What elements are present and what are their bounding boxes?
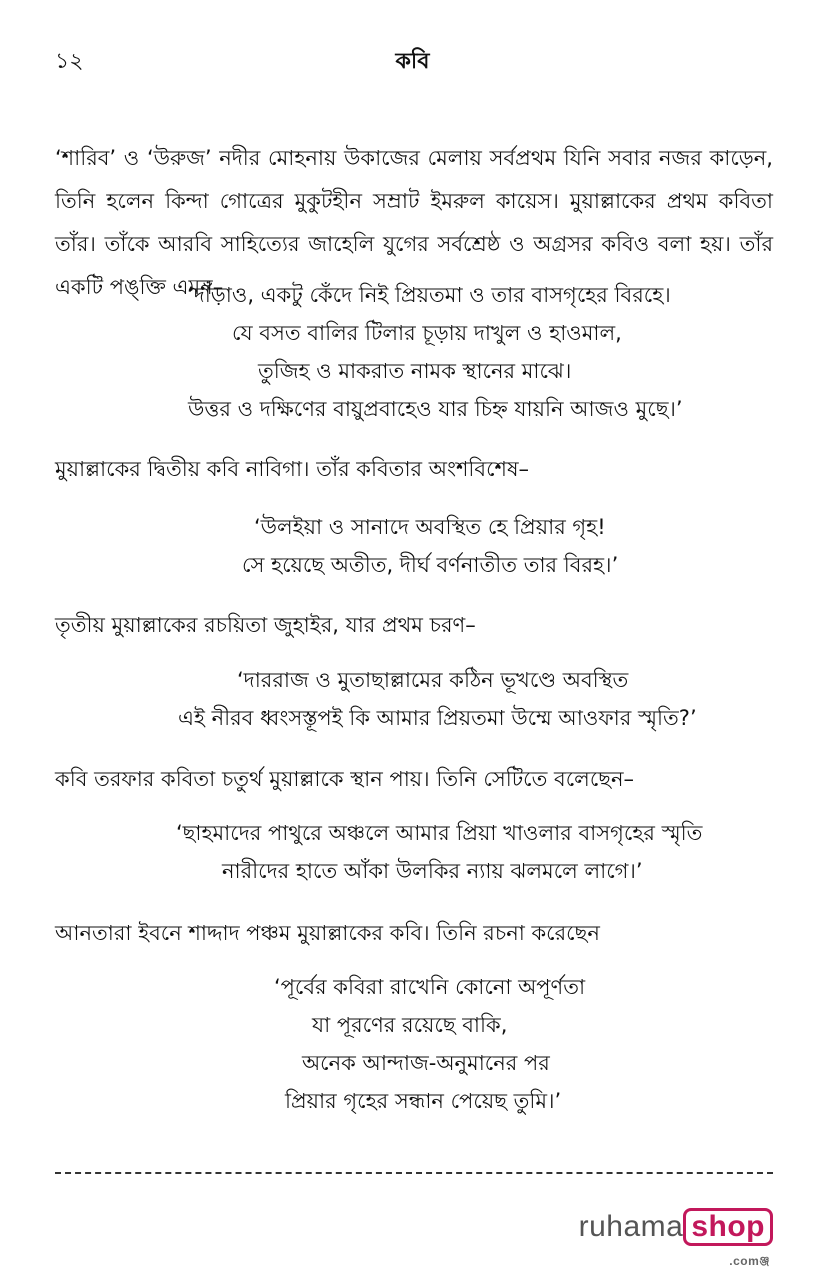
verse-1	[0, 276, 825, 428]
verse-line: উত্তর ও দক্ষিণের বায়ুপ্রবাহেও যার চিহ্ন যায়নি আজও মুছে।’	[188, 397, 683, 421]
verse-line: এই নীরব ধ্বংসস্তূপই কি আমার প্রিয়তমা উম্মে আওফার স্মৃতি?’	[178, 706, 697, 730]
paragraph-2: মুয়াল্লাকের দ্বিতীয় কবি নাবিগা। তাঁর কবিতার অংশবিশেষ–	[55, 457, 530, 481]
verse-line: যা পূরণের রয়েছে বাকি,	[312, 1013, 508, 1037]
ruhamashop-logo	[578, 1208, 773, 1268]
verse-line: ‘পূর্বের কবিরা রাখেনি কোনো অপূর্ণতা	[274, 975, 586, 999]
verse-line: প্রিয়ার গৃহের সন্ধান পেয়েছ তুমি।’	[285, 1089, 562, 1113]
verse-line: অনেক আন্দাজ-অনুমানের পর	[302, 1051, 550, 1075]
page-number: ১২	[55, 49, 84, 74]
logo-word: ruhama	[578, 1210, 684, 1243]
verse-line: যে বসত বালির টিলার চূড়ায় দাখুল ও হাওমাল,	[232, 321, 622, 345]
verse-line: ‘ছাহমাদের পাথুরে অঞ্চলে আমার প্রিয়া খাওলার বাসগৃহের স্মৃতি	[176, 821, 703, 845]
verse-2	[0, 508, 825, 584]
verse-5	[0, 968, 825, 1120]
paragraph-1: ‘শারিব’ ও ‘উরুজ’ নদীর মোহনায় উকাজের মেলায় সর্বপ্রথম যিনি সবার নজর কাড়েন, তিনি হলেন কিন্দা গোত্রের মুকুটহীন সম্রাট ইমরুল কায়েস। মুয়াল্লাকের প্রথম কবিতা তাঁর। তাঁকে আরবি সাহিত্যের জাহেলি যুগের সর্বশ্রেষ্ঠ ও অগ্রসর কবিও বলা হয়। তাঁর একটি পঙ্‌ক্তি এমন–	[55, 146, 773, 299]
verse-line: তুজিহ ও মাকরাত নামক স্থানের মাঝে।	[258, 359, 572, 383]
footer-divider	[55, 1172, 773, 1174]
verse-line: সে হয়েছে অতীত, দীর্ঘ বর্ণনাতীত তার বিরহ।’	[242, 553, 619, 577]
verse-line: ‘দাঁড়াও, একটু কেঁদে নিই প্রিয়তমা ও তার বাসগৃহের বিরহে।	[187, 283, 671, 307]
logo-shop-box: shop .comঞ্জ	[683, 1208, 773, 1246]
verse-line: ‘দাররাজ ও মুতাছাল্লামের কঠিন ভূখণ্ডে অবস্থিত	[237, 668, 629, 692]
paragraph-4: কবি তরফার কবিতা চতুর্থ মুয়াল্লাকে স্থান পায়। তিনি সেটিতে বলেছেন–	[55, 767, 635, 791]
verse-line: নারীদের হাতে আঁকা উলকির ন্যায় ঝলমলে লাগে।’	[222, 859, 643, 883]
verse-3	[0, 661, 825, 737]
logo-suffix: .comঞ্জ	[729, 1254, 770, 1268]
running-title: কবি	[395, 49, 430, 74]
paragraph-3: তৃতীয় মুয়াল্লাকের রচয়িতা জুহাইর, যার প্রথম চরণ–	[55, 613, 476, 637]
verse-4	[0, 814, 825, 890]
paragraph-5: আনতারা ইবনে শাদ্দাদ পঞ্চম মুয়াল্লাকের কবি। তিনি রচনা করেছেন	[55, 921, 600, 945]
verse-line: ‘উলইয়া ও সানাদে অবস্থিত হে প্রিয়ার গৃহ!	[254, 515, 606, 539]
